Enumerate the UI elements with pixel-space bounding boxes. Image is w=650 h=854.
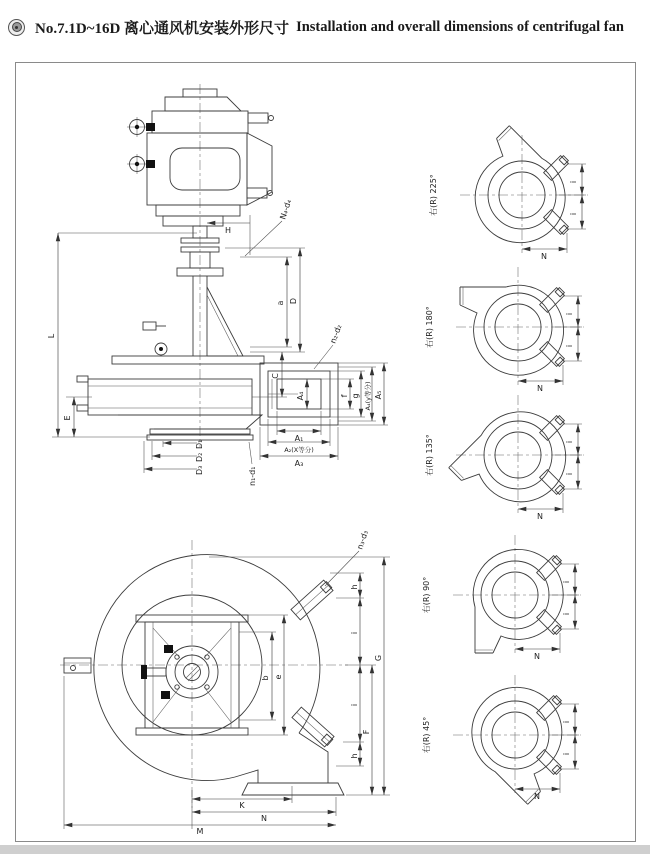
orientation-label-135: 右(R) 135° [425,434,434,476]
dim-A1: A₁ [294,434,304,443]
orientation-diagram-225 [428,124,588,261]
dim-N-45: N [534,792,540,801]
orientation-diagram-90 [421,535,581,661]
lifting-eyebolt-icon [127,117,155,174]
dim-n1-d1: n₁-d₁ [248,466,257,486]
dim-a: a [276,300,285,306]
front-view-drawing [60,529,390,836]
dim-N4-d4: N₄-d₄ [278,198,294,221]
dim-e: e [274,674,283,680]
dim-E: E [63,415,72,421]
dim-H: H [224,226,232,235]
support-pedestal [112,276,264,364]
dim-i2-90: i [562,612,571,616]
dim-M: M [196,827,204,836]
dim-i-top: i [350,631,359,635]
dim-f: f [340,394,349,398]
dim-D1: D₁ [195,439,204,449]
mounting-tab-left [64,658,91,673]
dim-n2-d2: n₂-d₂ [328,323,344,345]
dim-A5: A₅ [374,390,383,400]
dim-D: D [289,297,298,305]
dim-g: g [351,393,360,399]
dim-G: G [374,654,383,662]
dim-i2-225: i [569,212,578,216]
dim-D3: D₃ [195,465,204,475]
mounting-tab-lower-right [292,707,335,748]
dim-N-135: N [537,512,543,521]
orientation-diagram-45 [421,669,590,806]
dim-n3-d3: n₃-d₃ [355,529,370,551]
orientation-label-45: 右(R) 45° [422,716,431,754]
scroll-housing-side [77,376,262,440]
orientation-diagram-135 [424,393,584,530]
dim-N-180: N [537,384,543,393]
dim-C: C [271,373,280,379]
side-view-drawing [47,84,388,486]
orientation-label-90: 右(R) 90° [422,576,431,614]
dim-A2x: A₂(X等分) [284,446,314,454]
orientation-diagram-180 [424,267,584,393]
orientation-label-225: 右(R) 225° [429,174,438,216]
dim-i1-135: i [565,440,574,444]
dim-N-90: N [534,652,540,661]
dim-N-225: N [541,252,547,261]
dim-h-bot: h [350,753,359,759]
dim-i1-45: i [562,720,571,724]
dim-A4y: A₄(y等分) [364,381,372,411]
dim-i1-90: i [562,580,571,584]
dim-D2: D₂ [195,452,204,462]
dim-b: b [261,675,270,681]
scroll-housing-front [94,555,344,795]
dim-i2-45: i [562,752,571,756]
dim-h-top: h [350,584,359,590]
page-title-en: Installation and overall dimensions of centrifugal fan [296,18,624,35]
dim-A4: A₄ [296,391,305,401]
page-title-zh: No.7.1D~16D 离心通风机安装外形尺寸 [35,20,290,37]
orientation-label-180: 右(R) 180° [425,306,434,348]
dim-L: L [47,333,56,339]
dim-A3: A₃ [294,459,304,468]
orientation-diagrams [421,124,590,805]
dim-i-bot: i [350,703,359,707]
dim-F: F [362,729,371,735]
dim-i2-135: i [565,472,574,476]
side-view-dimensions [47,198,388,486]
dim-i1-180: i [565,312,574,316]
dim-K: K [239,801,245,810]
dim-i1-225: i [569,180,578,184]
dim-i2-180: i [565,344,574,348]
dim-N: N [261,814,267,823]
